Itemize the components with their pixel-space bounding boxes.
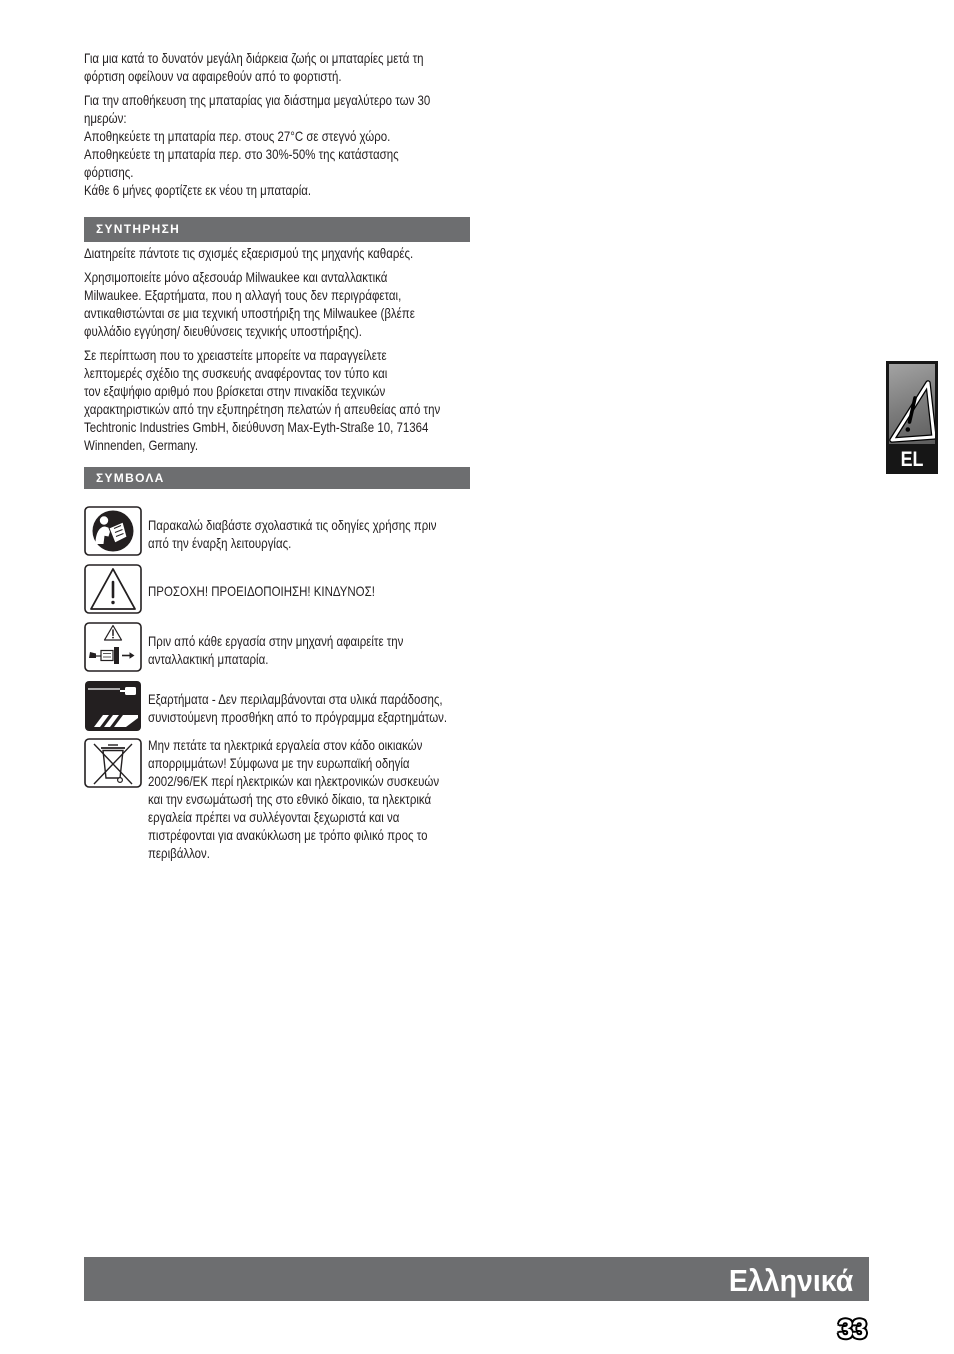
intro-paragraph-charging [84,49,424,85]
text-line: Κάθε 6 μήνες φορτίζετε εκ νέου τη μπαταρία. [84,182,312,198]
symbol-accessory-text [148,690,447,726]
text-line: φόρτιση οφείλουν να αφαιρεθούν από το φορτιστή. [84,68,342,84]
text-line: Παρακαλώ διαβάστε σχολαστικά τις οδηγίες χρήσης πριν [148,517,437,533]
text-line: Αποθηκεύετε τη μπαταρία περ. στο 30%-50% της κατάστασης [84,146,399,162]
text-line: Σε περίπτωση που το χρειαστείτε μπορείτε να παραγγείλετε [84,347,387,363]
symbol-weee-text [148,736,439,862]
section-heading: ΣΥΜΒΟΛΑ [96,471,165,485]
text-line: Εξαρτήματα - Δεν περιλαμβάνονται στα υλικά παράδοσης, [148,691,443,707]
text-line: Χρησιμοποιείτε μόνο αξεσουάρ Milwaukee και ανταλλακτικά [84,269,388,285]
footer-language-label: Ελληνικά [728,1263,853,1298]
text-line: 2002/96/ΕΚ περί ηλεκτρικών και ηλεκτρονικών συσκευών [148,773,440,789]
text-line: αντικαθιστώνται σε μια τεχνική υποστήριξη της Milwaukee (βλέπε [84,305,415,321]
text-line: συνιστούμενη προσθήκη από το πρόγραμμα εξαρτημάτων. [148,709,448,725]
text-line: Milwaukee. Εξαρτήματα, που η αλλαγή τους δεν περιγράφεται, [84,287,402,303]
text-line: λεπτομερές σχέδιο της συσκευής αναφέροντας τον τύπο και [84,365,388,381]
remove-battery-icon [84,622,142,672]
text-line: απορριμμάτων! Σύμφωνα με την ευρωπαϊκή οδηγία [148,755,410,771]
text-line: Winnenden, Germany. [84,437,199,453]
text-line: ανταλλακτική μπαταρία. [148,651,269,667]
text-line: φόρτισης. [84,164,134,180]
symbol-read-manual-text [148,516,437,552]
text-line: εργαλεία πρέπει να συλλέγονται ξεχωριστά και να [148,809,400,825]
text-line: πιστρέφονται για ανακύκλωση με τρόπο φιλικό προς το [148,827,428,843]
page-number: 33 [838,1314,867,1344]
maintenance-paragraph-drawing-order [84,346,440,454]
text-line: από την έναρξη λειτουργίας. [148,535,292,551]
text-line: ΠΡΟΣΟΧΗ! ΠΡΟΕΙΔΟΠΟΙΗΣΗ! ΚΙΝΔΥΝΟΣ! [148,583,375,599]
warning-icon-graphic [889,364,935,444]
symbol-remove-battery-text [148,632,403,668]
text-line: Για την αποθήκευση της μπαταρίας για διάστημα μεγαλύτερο των 30 [84,92,431,108]
text-line: φυλλάδιο εγγύηση/ διευθύνσεις τεχνικής υποστήριξης). [84,323,362,339]
text-line: Μην πετάτε τα ηλεκτρικά εργαλεία στον κάδο οικιακών [148,737,423,753]
language-code: EL [900,448,924,471]
section-heading: ΣΥΝΤΗΡΗΣΗ [96,222,181,236]
text-line: Αποθηκεύετε τη μπαταρία περ. στους 27°C σε στεγνό χώρο. [84,128,391,144]
text-line: τον εξαψήφιο αριθμό που βρίσκεται στην πινακίδα τεχνικών [84,383,386,399]
text-line: χαρακτηριστικών από την εξυπηρέτηση πελατών ή απευθείας από την [84,401,441,417]
language-side-tab [886,361,938,474]
section-header-symbols [84,467,470,489]
maintenance-paragraph-accessories [84,268,415,340]
text-line: περιβάλλον. [148,845,210,861]
text-line: Πριν από κάθε εργασία στην μηχανή αφαιρείτε την [148,633,404,649]
maintenance-paragraph-vents [84,244,413,262]
accessory-icon [84,680,142,732]
warning-icon [889,364,935,444]
warning-triangle-icon [84,564,142,614]
text-line: Techtronic Industries GmbH, διεύθυνση Max-Eyth-Straße 10, 71364 [84,419,429,435]
symbol-warning-text [148,582,375,600]
text-line: Για μια κατά το δυνατόν μεγάλη διάρκεια ζωής οι μπαταρίες μετά τη [84,50,424,66]
footer-language-bar [84,1257,869,1301]
section-header-maintenance [84,217,470,242]
read-manual-icon [84,506,142,556]
text-line: και την ενσωμάτωσή της στο εθνικό δίκαιο, τα ηλεκτρικά [148,791,432,807]
intro-paragraph-storage [84,91,430,199]
weee-crossed-bin-icon [84,738,142,788]
text-line: Διατηρείτε πάντοτε τις σχισμές εξαερισμού της μηχανής καθαρές. [84,245,414,261]
text-line: ημερών: [84,110,127,126]
